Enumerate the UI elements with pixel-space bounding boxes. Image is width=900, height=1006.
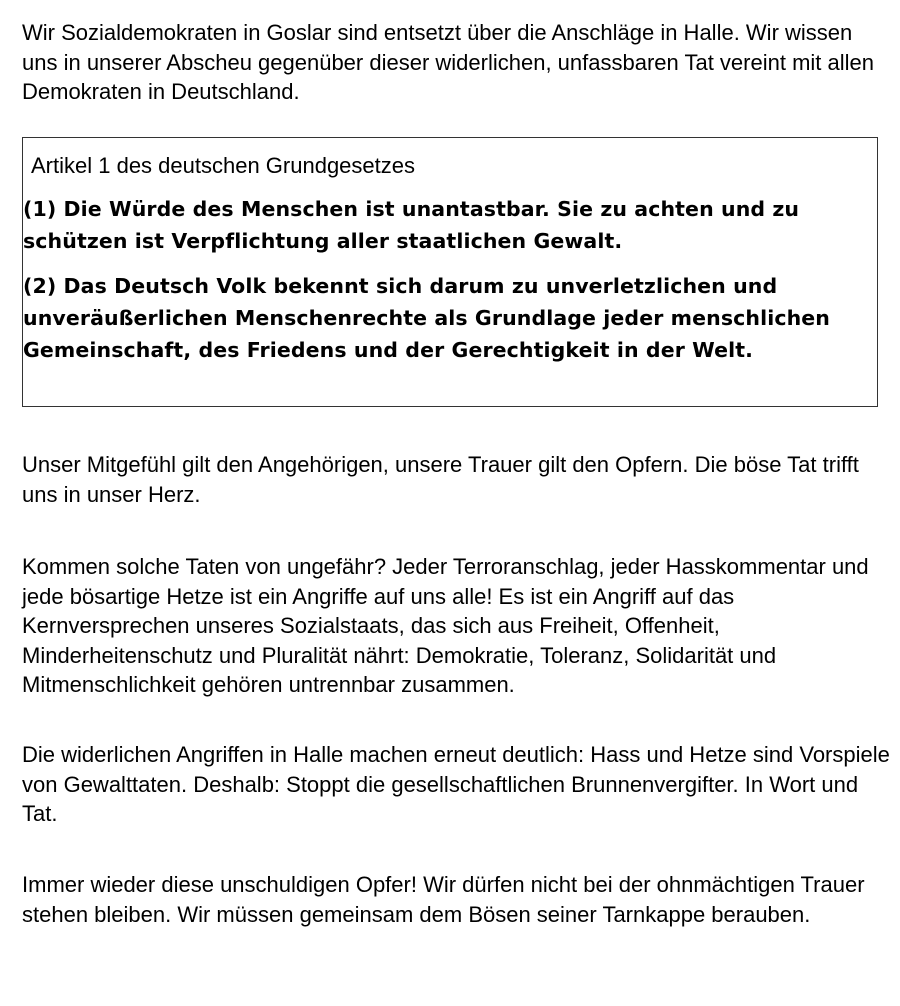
article-paragraph-2: (2) Das Deutsch Volk bekennt sich darum zu unverletzlichen und unveräußerlichen Menschenrechte als Grundlage jeder menschlichen Gemeinschaft, des Friedens und der Gerechtigkeit in der Welt. — [23, 274, 830, 362]
article-paragraph-1: (1) Die Würde des Menschen ist unantastbar. Sie zu achten und zu schützen ist Verpflichtung aller staatlichen Gewalt. — [23, 197, 800, 253]
article-quote-box — [22, 137, 878, 407]
sympathy-paragraph: Unser Mitgefühl gilt den Angehörigen, unsere Trauer gilt den Opfern. Die böse Tat trifft uns in unser Herz. — [22, 452, 859, 507]
article-title: Artikel 1 des deutschen Grundgesetzes — [31, 153, 416, 178]
halle-paragraph: Die widerlichen Angriffen in Halle machen erneut deutlich: Hass und Hetze sind Vorspiele von Gewalttaten. Deshalb: Stoppt die gesellschaftlichen Brunnenvergifter. In Wort und Tat. — [22, 742, 890, 826]
intro-paragraph: Wir Sozialdemokraten in Goslar sind entsetzt über die Anschläge in Halle. Wir wissen uns in unserer Abscheu gegenüber dieser widerlichen, unfassbaren Tat vereint mit allen Demokraten in Deutschland. — [22, 20, 874, 104]
victims-paragraph: Immer wieder diese unschuldigen Opfer! Wir dürfen nicht bei der ohnmächtigen Trauer stehen bleiben. Wir müssen gemeinsam dem Bösen seiner Tarnkappe berauben. — [22, 872, 865, 927]
question-paragraph: Kommen solche Taten von ungefähr? Jeder Terroranschlag, jeder Hasskommentar und jede bösartige Hetze ist ein Angriffe auf uns alle! Es ist ein Angriff auf das Kernversprechen unseres Sozialstaats, das sich aus Freiheit, Offenheit, Minderheitenschutz und Pluralität nährt: Demokratie, Toleranz, Solidarität und Mitmenschlichkeit gehören untrennbar zusammen. — [22, 554, 869, 697]
